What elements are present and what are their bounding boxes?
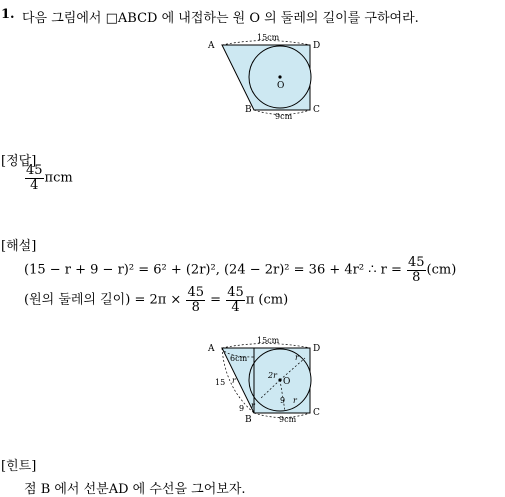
- explanation-header: [해설]: [1, 239, 37, 254]
- r-label-bottom: r: [251, 401, 255, 410]
- center-point-o: [278, 75, 281, 78]
- top-length-label: 15cm: [257, 33, 280, 42]
- center-label-o: O: [277, 81, 285, 91]
- equals-sign: =: [210, 292, 222, 308]
- hint-header: [힌트]: [1, 459, 37, 474]
- nine-inner-label: 9: [280, 396, 286, 405]
- answer-fraction: [25, 164, 44, 192]
- fraction-45-8-numerator: 45: [187, 285, 204, 300]
- hint-text: 점 B 에서 선분AD 에 수선을 그어보자.: [24, 482, 246, 497]
- question-number: 1.: [1, 7, 15, 22]
- r-fraction: [407, 256, 426, 284]
- vertex-label-b: B: [245, 105, 252, 115]
- vertex-label-d-2: D: [313, 344, 321, 354]
- answer-header: [정답]: [1, 154, 37, 169]
- answer-denominator: 4: [30, 177, 39, 193]
- fraction-45-8: [186, 286, 205, 314]
- vertex-label-b-2: B: [245, 415, 252, 425]
- figure-trapezoid-inscribed-circle: [205, 30, 325, 122]
- r-denominator: 8: [412, 269, 421, 285]
- fraction-45-8-denominator: 8: [191, 299, 200, 315]
- circumference-label: (원의 둘레의 길이) = 2π ×: [24, 292, 182, 308]
- vertex-label-d: D: [313, 41, 321, 51]
- explanation-line-2: [24, 286, 288, 314]
- equation-main: (15 − r + 9 − r)² = 6² + (2r)², (24 − 2r)² = 36 + 4r² ∴ r =: [24, 262, 402, 278]
- r-label-inner: r: [293, 396, 297, 405]
- six-cm-label: 6cm: [230, 354, 248, 363]
- fraction-45-4-denominator: 4: [231, 299, 240, 315]
- r-unit: (cm): [426, 262, 457, 278]
- answer-numerator: 45: [26, 163, 43, 178]
- vertex-label-c-2: C: [313, 408, 320, 418]
- center-label-o-2: O: [283, 377, 291, 387]
- top-length-label-2: 15cm: [257, 336, 280, 345]
- fifteen-label: 15: [215, 378, 226, 387]
- answer-value: [24, 164, 73, 192]
- r-label-top: r: [295, 353, 299, 362]
- bottom-length-label-2: 9cm: [279, 415, 297, 424]
- fraction-45-4-numerator: 45: [227, 285, 244, 300]
- fraction-45-4: [226, 286, 245, 314]
- circumference-unit: π (cm): [245, 292, 289, 308]
- vertex-label-c: C: [313, 105, 320, 115]
- bottom-length-label: 9cm: [275, 112, 293, 121]
- nine-label: 9: [239, 404, 245, 413]
- answer-suffix: πcm: [44, 170, 73, 186]
- vertex-label-a: A: [208, 41, 215, 51]
- question-text: 다음 그림에서 □ABCD 에 내접하는 원 O 의 둘레의 길이를 구하여라.: [22, 11, 419, 26]
- r-label-left: r: [232, 376, 236, 385]
- explanation-line-1: [24, 256, 456, 284]
- two-r-label: 2r: [268, 371, 277, 380]
- figure-solution-diagram: [205, 333, 325, 425]
- vertex-label-a-2: A: [208, 344, 215, 354]
- r-numerator: 45: [407, 255, 425, 270]
